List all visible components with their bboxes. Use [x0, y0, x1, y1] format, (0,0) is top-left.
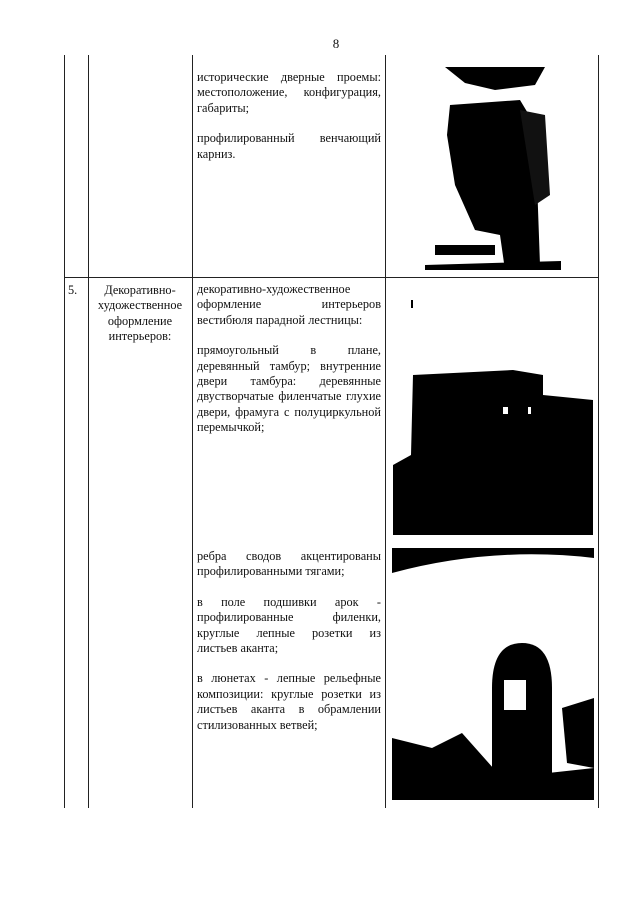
table-border	[598, 55, 599, 808]
page-number: 8	[332, 36, 340, 51]
row-divider	[64, 277, 599, 278]
paragraph: ребра сводов акцентированы профилированными тягами;	[197, 549, 381, 579]
row-1-description	[197, 70, 381, 177]
paragraph: в поле подшивки арок - профилированные филенки, круглые лепные розетки из листьев аканта;	[197, 594, 381, 656]
paragraph: прямоугольный в плане, деревянный тамбур; внутренние двери тамбура: деревянные двустворчатые филенчатые глухие двери, фрамуга с полуциркульной перемычкой;	[197, 343, 381, 435]
table-border	[88, 55, 89, 808]
photo-doorway-cornice	[425, 65, 561, 270]
paragraph: в люнетах - лепные рельефные композиции: круглые розетки из листьев аканта в обрамлении стилизованных ветвей;	[197, 671, 381, 732]
row-number: 5.	[68, 283, 78, 297]
table-border	[192, 55, 193, 808]
table-border	[385, 55, 386, 808]
table-border	[64, 55, 65, 808]
photo-vaulted-ceiling-arch	[392, 548, 594, 800]
row-name: Декоративно-художественное оформление интерьеров:	[97, 283, 183, 344]
paragraph: профилированный венчающий карниз.	[197, 131, 381, 161]
paragraph: исторические дверные проемы: местоположение, конфигурация, габариты;	[197, 70, 381, 115]
row-2-description-b	[197, 549, 381, 748]
paragraph: декоративно-художественное оформление интерьеров вестибюля парадной лестницы:	[197, 282, 381, 327]
photo-vestibule-tambour	[393, 295, 593, 535]
row-2-description-a	[197, 282, 381, 451]
